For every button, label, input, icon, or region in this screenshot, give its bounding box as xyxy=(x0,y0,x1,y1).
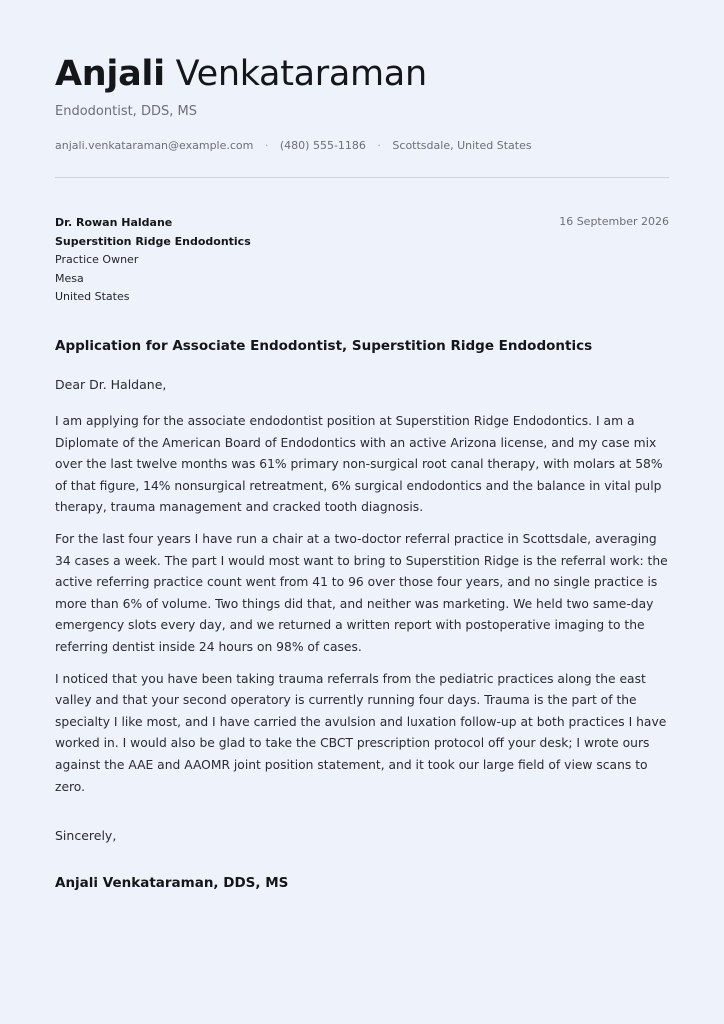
header-divider xyxy=(55,177,669,178)
applicant-credentials: Endodontist, DDS, MS xyxy=(55,104,197,119)
letter-body xyxy=(55,411,673,808)
contact-line xyxy=(55,139,532,152)
recipient-country: United States xyxy=(55,290,130,303)
body-paragraph: I noticed that you have been taking trauma referrals from the pediatric practices along the east valley and that your second operatory is currently running four days. Trauma is the part of the specialty I like most, and I have carried the avulsion and luxation follow-up at both practices I have worked in. I would also be glad to take the CBCT prescription protocol off your desk; I wrote ours against the AAE and AAOMR joint position statement, and it took our large field of view scans to zero. xyxy=(55,671,667,794)
letter-salutation: Dear Dr. Haldane, xyxy=(55,377,167,392)
body-paragraph: I am applying for the associate endodontist position at Superstition Ridge Endodontics. I am a Diplomate of the American Board of Endodontics with an active Arizona license, and my case mix over the last twelve months was 61% primary non-surgical root canal therapy, with molars at 58% of that figure, 14% nonsurgical retreatment, 6% surgical endodontics and the balance in vital pulp therapy, trauma management and cracked tooth diagnosis. xyxy=(55,414,663,515)
recipient-organization: Superstition Ridge Endodontics xyxy=(55,234,251,248)
recipient-name: Dr. Rowan Haldane xyxy=(55,216,173,229)
letter-closing: Sincerely, xyxy=(55,828,117,843)
applicant-first-name: Anjali xyxy=(55,54,165,94)
recipient-city: Mesa xyxy=(55,271,84,285)
contact-separator: · xyxy=(377,139,381,152)
contact-location: Scottsdale, United States xyxy=(392,139,532,152)
applicant-last-name: Venkataraman xyxy=(175,54,427,94)
letter-date: 16 September 2026 xyxy=(559,215,669,228)
recipient-title: Practice Owner xyxy=(55,253,139,266)
contact-separator: · xyxy=(264,139,269,152)
contact-phone: (480) 555-1186 xyxy=(279,139,366,152)
recipient-block xyxy=(55,214,251,307)
letter-subject: Application for Associate Endodontist, Superstition Ridge Endodontics xyxy=(55,338,593,354)
applicant-name xyxy=(55,52,427,96)
letter-signature: Anjali Venkataraman, DDS, MS xyxy=(55,875,289,891)
body-paragraph: For the last four years I have run a chair at a two-doctor referral practice in Scottsdale, averaging 34 cases a week. The part I would most want to bring to Superstition Ridge is the referral work: the active referring practice count went from 41 to 96 over those four years, and no single practice is more than 6% of volume. Two things did that, and neither was marketing. We held two same-day emergency slots every day, and we returned a written report with postoperative imaging to the referring dentist inside 24 hours on 98% of cases. xyxy=(55,531,668,654)
contact-email: anjali.venkataraman@example.com xyxy=(55,139,254,152)
